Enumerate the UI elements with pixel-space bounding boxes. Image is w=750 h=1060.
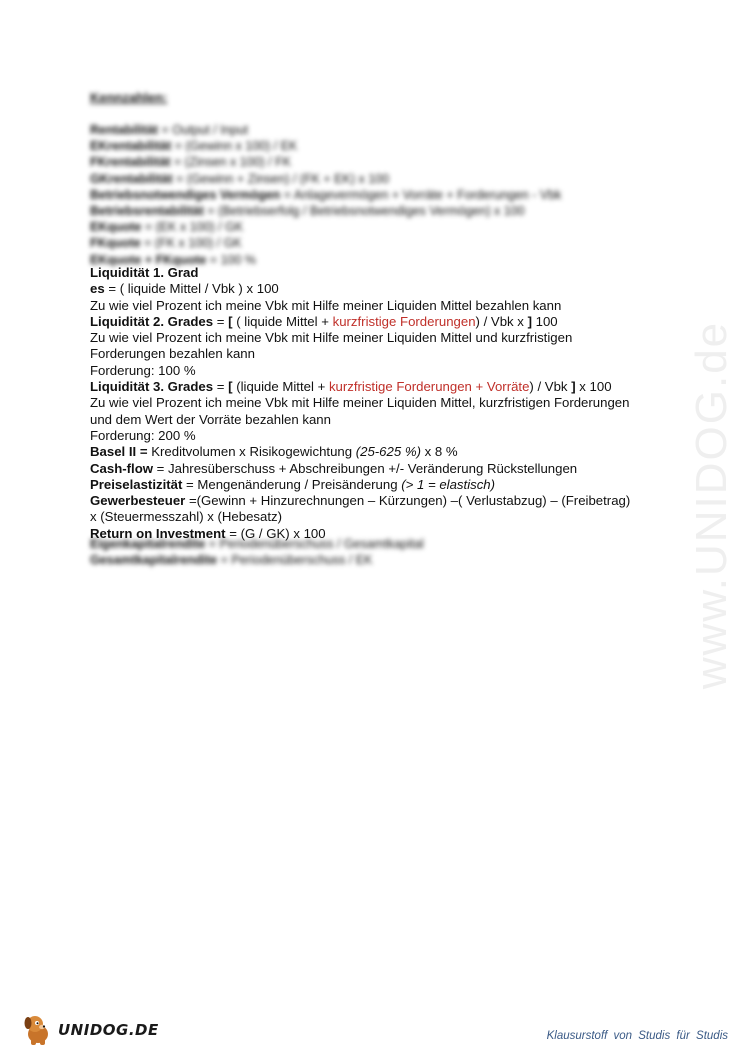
page-heading: Kennzahlen: (90, 90, 168, 105)
formula-line: Eigenkapitalrendite = Periodenüberschuss / Gesamtkapital (90, 537, 424, 551)
liquidity-1-description: Zu wie viel Prozent ich meine Vbk mit Hilfe meiner Liquiden Mittel bezahlen kann (90, 297, 562, 313)
liquidity-2-formula: Liquidität 2. Grades = [ ( liquide Mittel + kurzfristige Forderungen) / Vbk x ] 100 (90, 313, 558, 329)
red-highlight: kurzfristige Forderungen + Vorräte (328, 379, 530, 395)
liquidity-3-description: Zu wie viel Prozent ich meine Vbk mit Hilfe meiner Liquiden Mittel, kurzfristigen Forderungen (90, 395, 630, 411)
price-elasticity-formula: Preiselastizität = Mengenänderung / Preisänderung (> 1 = elastisch) (90, 476, 496, 492)
liquidity-2-description: Zu wie viel Prozent ich meine Vbk mit Hilfe meiner Liquiden Mittel und kurzfristigen (90, 330, 573, 346)
liquidity-2-description-cont: Forderungen bezahlen kann (90, 346, 255, 362)
liquidity-3-requirement: Forderung: 200 % (90, 427, 196, 443)
liquidity-3-formula: Liquidität 3. Grades = [ (liquide Mittel + kurzfristige Forderungen + Vorräte) / Vbk ] x 100 (90, 379, 612, 395)
formula-line: FKrentabilität = (Zinsen x 100) / FK (90, 155, 292, 170)
liquidity-2-requirement: Forderung: 100 % (90, 362, 196, 378)
formula-line: FKquote = (FK x 100) / GK (90, 236, 242, 251)
formula-line: Rentabilität = Output / Input (90, 123, 249, 137)
logo-text: UNIDOG.DE (58, 1021, 159, 1039)
cash-flow-formula: Cash-flow = Jahresüberschuss + Abschreibungen +/- Veränderung Rückstellungen (90, 460, 578, 476)
blurred-formula-list-bottom (90, 536, 650, 568)
formula-line: Betriebsnotwendiges Vermögen = Anlagevermögen + Vorräte + Forderungen - Vbk (90, 187, 562, 202)
formula-line: EKquote + FKquote = 100 % (90, 252, 257, 267)
trade-tax-formula: Gewerbesteuer =(Gewinn + Hinzurechnungen – Kürzungen) –( Verlustabzug) – (Freibetrag) (90, 493, 631, 509)
dog-mascot-icon (22, 1014, 56, 1046)
red-highlight: kurzfristige Forderungen (332, 313, 476, 329)
blurred-formula-list-top (90, 122, 650, 268)
unidog-logo[interactable] (22, 1014, 159, 1046)
roi-formula: Return on Investment = (G / GK) x 100 (90, 525, 326, 541)
formula-line: EKrentabilität = (Gewinn x 100) / EK (90, 139, 298, 154)
formula-line: Betriebsrentabilität = (Betriebserfolg / Betriebsnotwendiges Vermögen) x 100 (90, 204, 525, 219)
watermark: www.UNIDOG.de (687, 320, 736, 690)
formula-line: EKquote = (EK x 100) / GK (90, 220, 244, 235)
formula-line: Gesamtkapitalrendite = Periodenüberschuss / EK (90, 553, 373, 568)
footer-slogan: Klausurstoff von Studis für Studis (546, 1030, 728, 1042)
formula-line: GKrentabilität = (Gewinn + Zinsen) / (FK + EK) x 100 (90, 171, 390, 186)
liquidity-1-title: Liquidität 1. Grad (90, 265, 199, 280)
liquidity-3-description-cont: und dem Wert der Vorräte bezahlen kann (90, 411, 331, 427)
liquidity-1-formula: es = ( liquide Mittel / Vbk ) x 100 (90, 281, 279, 297)
basel-ii-formula: Basel II = Kreditvolumen x Risikogewichtung (25-625 %) x 8 % (90, 444, 458, 460)
trade-tax-formula-cont: x (Steuermesszahl) x (Hebesatz) (90, 509, 283, 525)
formula-content (90, 265, 680, 542)
